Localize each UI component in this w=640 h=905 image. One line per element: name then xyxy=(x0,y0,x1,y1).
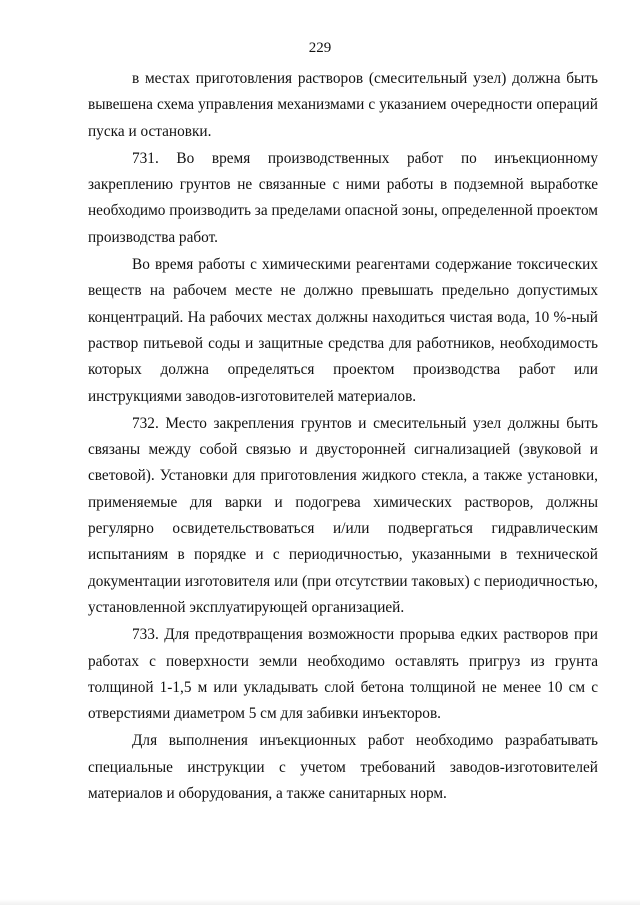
paragraph-731: 731. Во время производственных работ по инъекционному закреплению грунтов не связанные с ними работы в подземной выработке необходимо производить за пределами опасной зоны, определенной проектом производства работ. xyxy=(88,149,598,246)
paragraph-injection-instructions: Для выполнения инъекционных работ необходимо разрабатывать специальные инструкции с учетом требований заводов-изготовителей материалов и оборудования, а также санитарных норм. xyxy=(88,732,598,803)
paragraph-732: 732. Место закрепления грунтов и смесительный узел должны быть связаны между собой связью и двусторонней сигнализацией (звуковой и световой). Установки для приготовления жидкого стекла, а также установки, применяемые для варки и подогрева химических растворов, должны регулярно освидетельствоваться и/или подвергаться гидравлическим испытаниям в порядке и с периодичностью, указанными в технической документации изготовителя или (при отсутствии таковых) с периодичностью, установленной эксплуатирующей организацией. xyxy=(88,414,598,616)
document-body xyxy=(88,66,598,807)
page-number: 229 xyxy=(308,40,332,56)
paragraph-toxic-substances: Во время работы с химическими реагентами содержание токсических веществ на рабочем месте не должно превышать предельно допустимых концентраций. На рабочих местах должны находиться чистая вода, 10 %-ный раствор питьевой соды и защитные средства для работников, необходимость которых должна определяться проектом производства работ или инструкциями заводов-изготовителей материалов. xyxy=(88,256,598,405)
paragraph-733: 733. Для предотвращения возможности прорыва едких растворов при работах с поверхности земли необходимо оставлять пригруз из грунта толщиной 1-1,5 м или укладывать слой бетона толщиной не менее 10 см с отверстиями диаметром 5 см для забивки инъекторов. xyxy=(88,626,598,723)
paragraph-continuation: в местах приготовления растворов (смесительный узел) должна быть вывешена схема управления механизмами с указанием очередности операций пуска и остановки. xyxy=(88,70,598,140)
scan-edge-shadow xyxy=(0,899,640,905)
